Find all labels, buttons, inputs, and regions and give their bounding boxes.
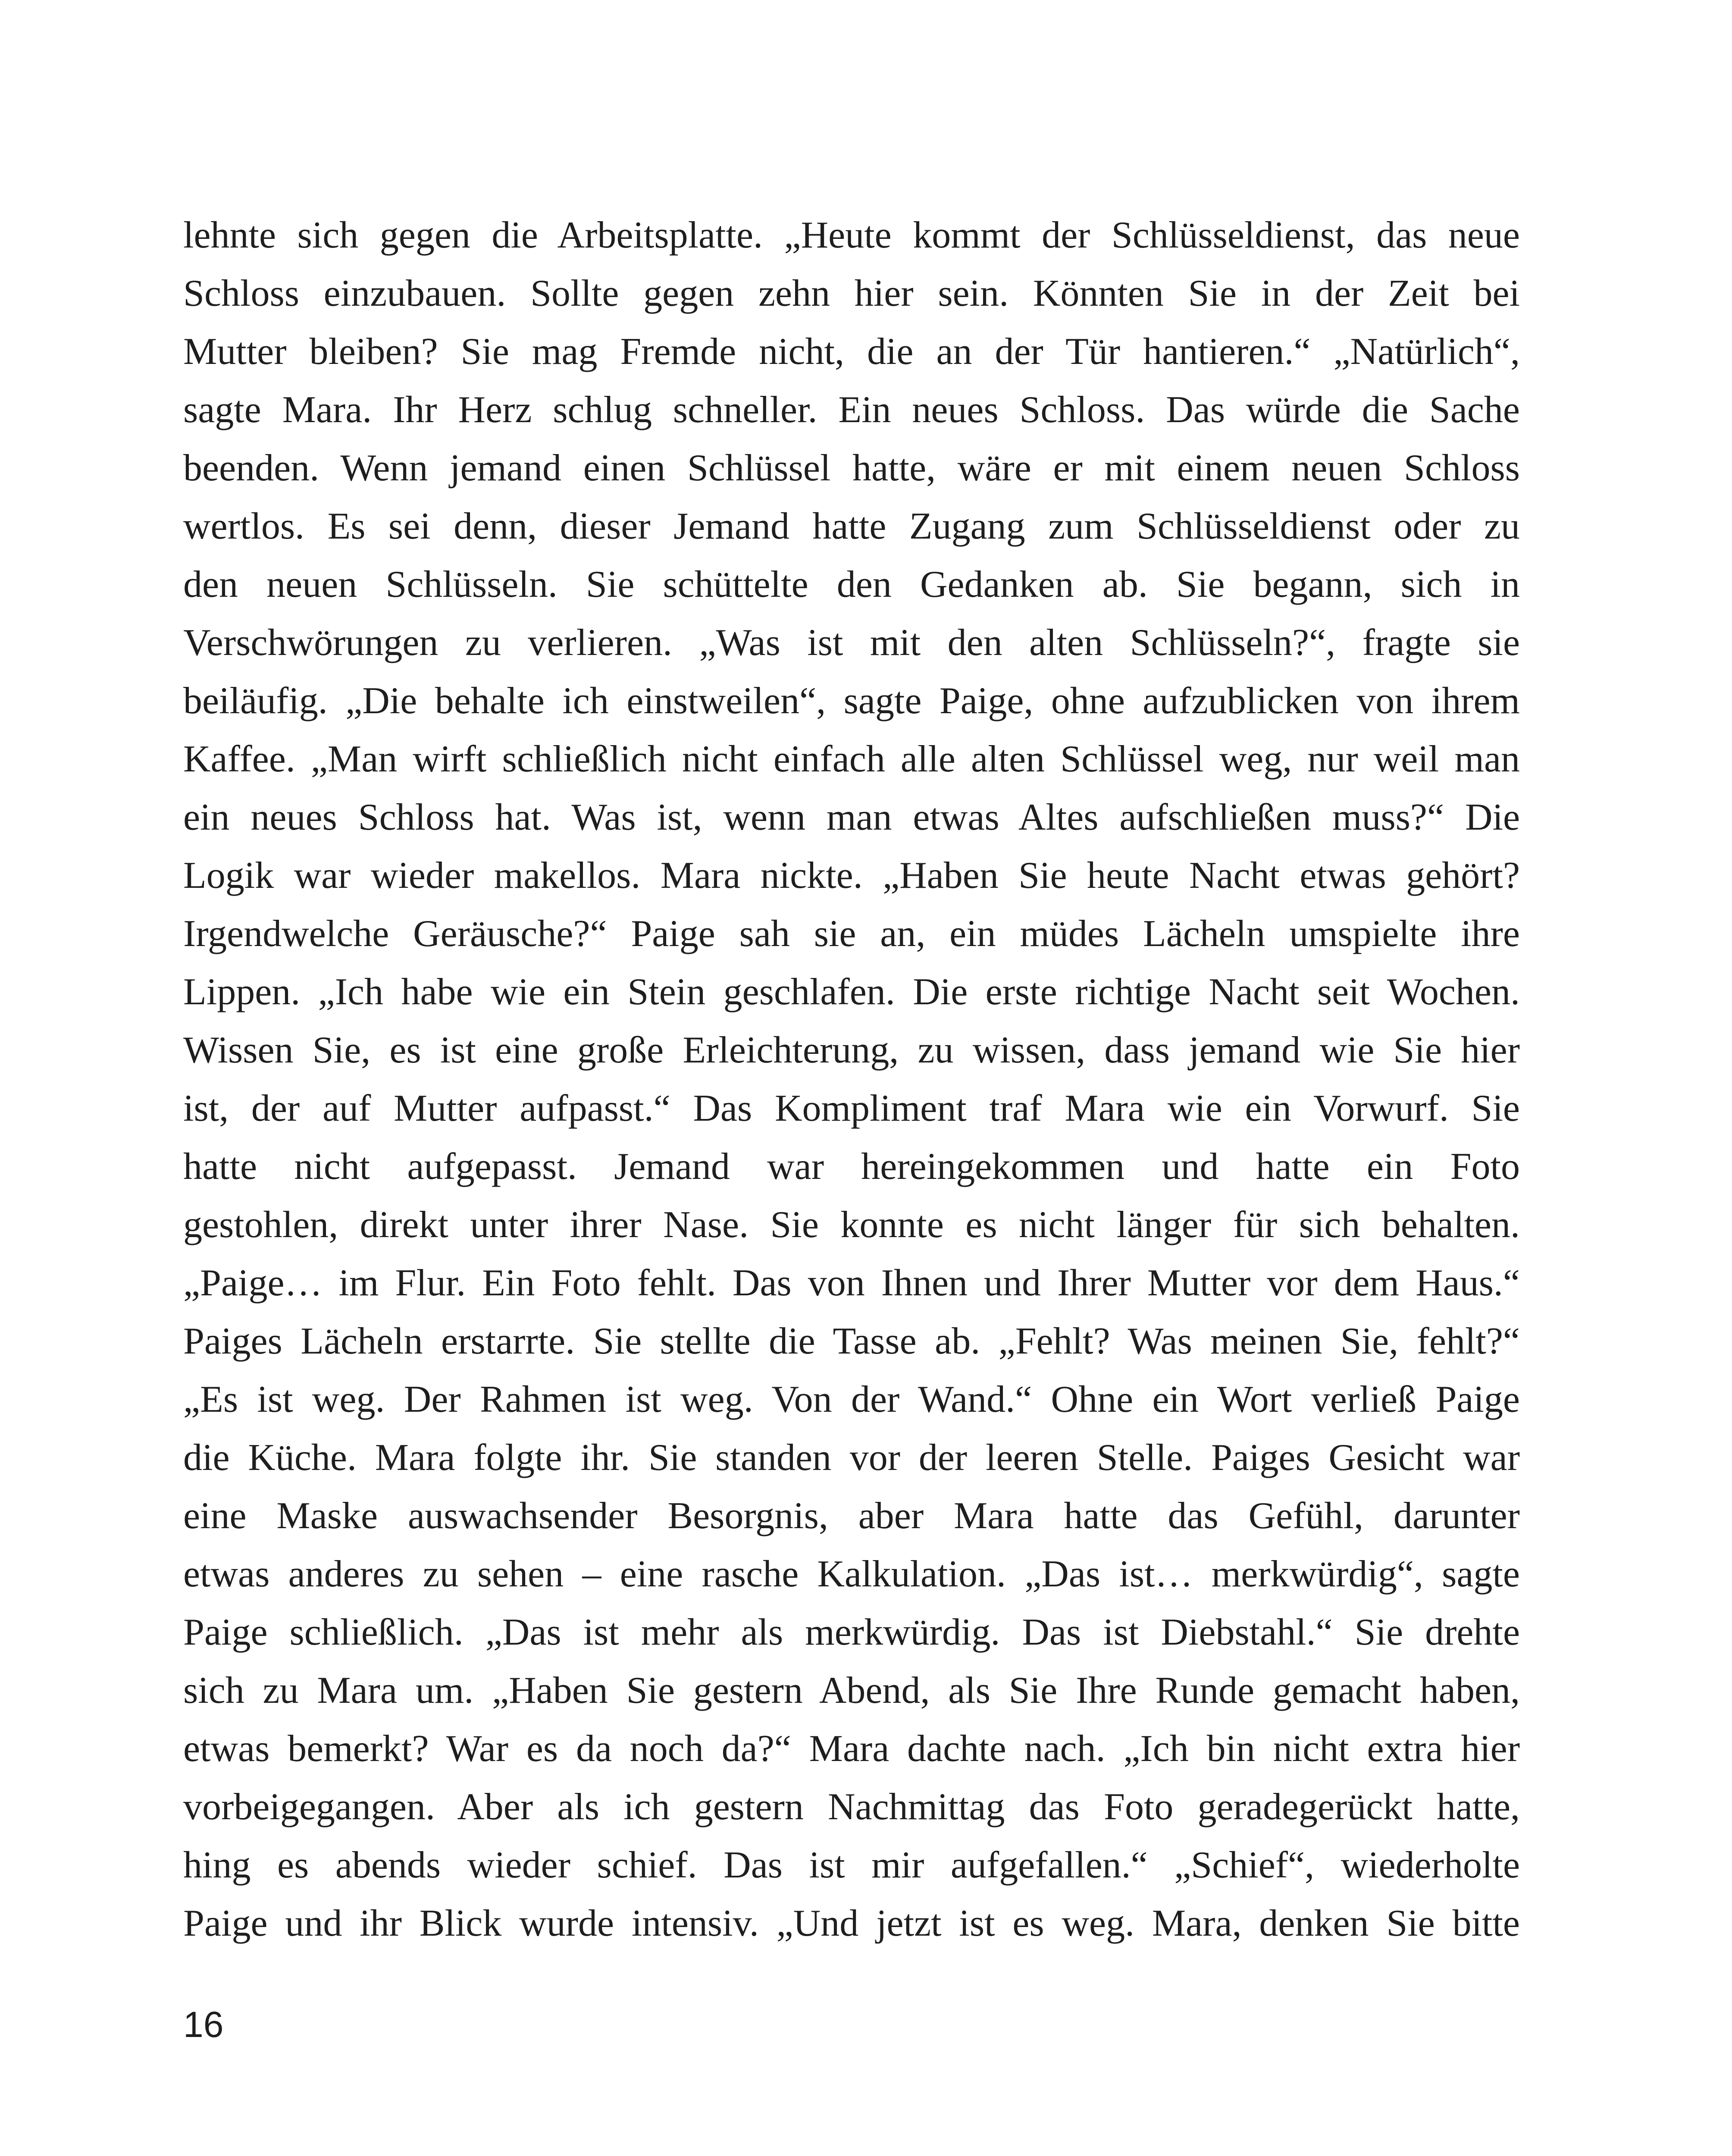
text-line: ist, der auf Mutter aufpasst.“ Das Kompliment traf Mara wie ein Vorwurf. Sie xyxy=(183,1087,1520,1129)
text-line: wertlos. Es sei denn, dieser Jemand hatte Zugang zum Schlüsseldienst oder zu xyxy=(183,505,1520,547)
text-line: lehnte sich gegen die Arbeitsplatte. „Heute kommt der Schlüsseldienst, das neue xyxy=(183,214,1520,256)
text-line: Mutter bleiben? Sie mag Fremde nicht, die an der Tür hantieren.“ „Natürlich“, xyxy=(183,331,1520,373)
text-line: Wissen Sie, es ist eine große Erleichterung, zu wissen, dass jemand wie Sie hier xyxy=(183,1029,1520,1071)
text-line: etwas bemerkt? War es da noch da?“ Mara dachte nach. „Ich bin nicht extra hier xyxy=(183,1728,1520,1770)
text-line: Lippen. „Ich habe wie ein Stein geschlafen. Die erste richtige Nacht seit Wochen. xyxy=(183,971,1520,1013)
text-line: Irgendwelche Geräusche?“ Paige sah sie an, ein müdes Lächeln umspielte ihre xyxy=(183,913,1520,955)
page-number: 16 xyxy=(183,2004,224,2045)
text-line: die Küche. Mara folgte ihr. Sie standen vor der leeren Stelle. Paiges Gesicht war xyxy=(183,1437,1520,1479)
text-line: etwas anderes zu sehen – eine rasche Kalkulation. „Das ist… merkwürdig“, sagte xyxy=(183,1553,1520,1595)
text-line: „Es ist weg. Der Rahmen ist weg. Von der Wand.“ Ohne ein Wort verließ Paige xyxy=(183,1379,1520,1420)
text-line: den neuen Schlüsseln. Sie schüttelte den Gedanken ab. Sie begann, sich in xyxy=(183,564,1520,605)
text-line: Kaffee. „Man wirft schließlich nicht einfach alle alten Schlüssel weg, nur weil man xyxy=(183,738,1520,780)
text-line: eine Maske auswachsender Besorgnis, aber Mara hatte das Gefühl, darunter xyxy=(183,1495,1520,1537)
text-line: Paige und ihr Blick wurde intensiv. „Und jetzt ist es weg. Mara, denken Sie bitte xyxy=(183,1902,1520,1944)
text-line: sich zu Mara um. „Haben Sie gestern Abend, als Sie Ihre Runde gemacht haben, xyxy=(183,1670,1520,1711)
text-line: Schloss einzubauen. Sollte gegen zehn hier sein. Könnten Sie in der Zeit bei xyxy=(183,273,1520,314)
text-line: hing es abends wieder schief. Das ist mir aufgefallen.“ „Schief“, wiederholte xyxy=(183,1844,1520,1886)
text-line: sagte Mara. Ihr Herz schlug schneller. Ein neues Schloss. Das würde die Sache xyxy=(183,389,1520,431)
text-line: ein neues Schloss hat. Was ist, wenn man etwas Altes aufschließen muss?“ Die xyxy=(183,796,1520,838)
text-line: beenden. Wenn jemand einen Schlüssel hatte, wäre er mit einem neuen Schloss xyxy=(183,447,1520,489)
text-line: vorbeigegangen. Aber als ich gestern Nachmittag das Foto geradegerückt hatte, xyxy=(183,1786,1520,1828)
text-line: Paige schließlich. „Das ist mehr als merkwürdig. Das ist Diebstahl.“ Sie drehte xyxy=(183,1611,1520,1653)
text-line: Paiges Lächeln erstarrte. Sie stellte die Tasse ab. „Fehlt? Was meinen Sie, fehlt?“ xyxy=(183,1320,1520,1362)
text-line: „Paige… im Flur. Ein Foto fehlt. Das von Ihnen und Ihrer Mutter vor dem Haus.“ xyxy=(183,1262,1520,1304)
text-line: Logik war wieder makellos. Mara nickte. „Haben Sie heute Nacht etwas gehört? xyxy=(183,855,1520,896)
text-line: hatte nicht aufgepasst. Jemand war hereingekommen und hatte ein Foto xyxy=(183,1146,1520,1188)
text-line: Verschwörungen zu verlieren. „Was ist mit den alten Schlüsseln?“, fragte sie xyxy=(183,622,1520,664)
text-line: gestohlen, direkt unter ihrer Nase. Sie konnte es nicht länger für sich behalten. xyxy=(183,1204,1520,1246)
text-line: beiläufig. „Die behalte ich einstweilen“, sagte Paige, ohne aufzublicken von ihrem xyxy=(183,680,1520,722)
body-paragraph xyxy=(183,206,1520,1952)
